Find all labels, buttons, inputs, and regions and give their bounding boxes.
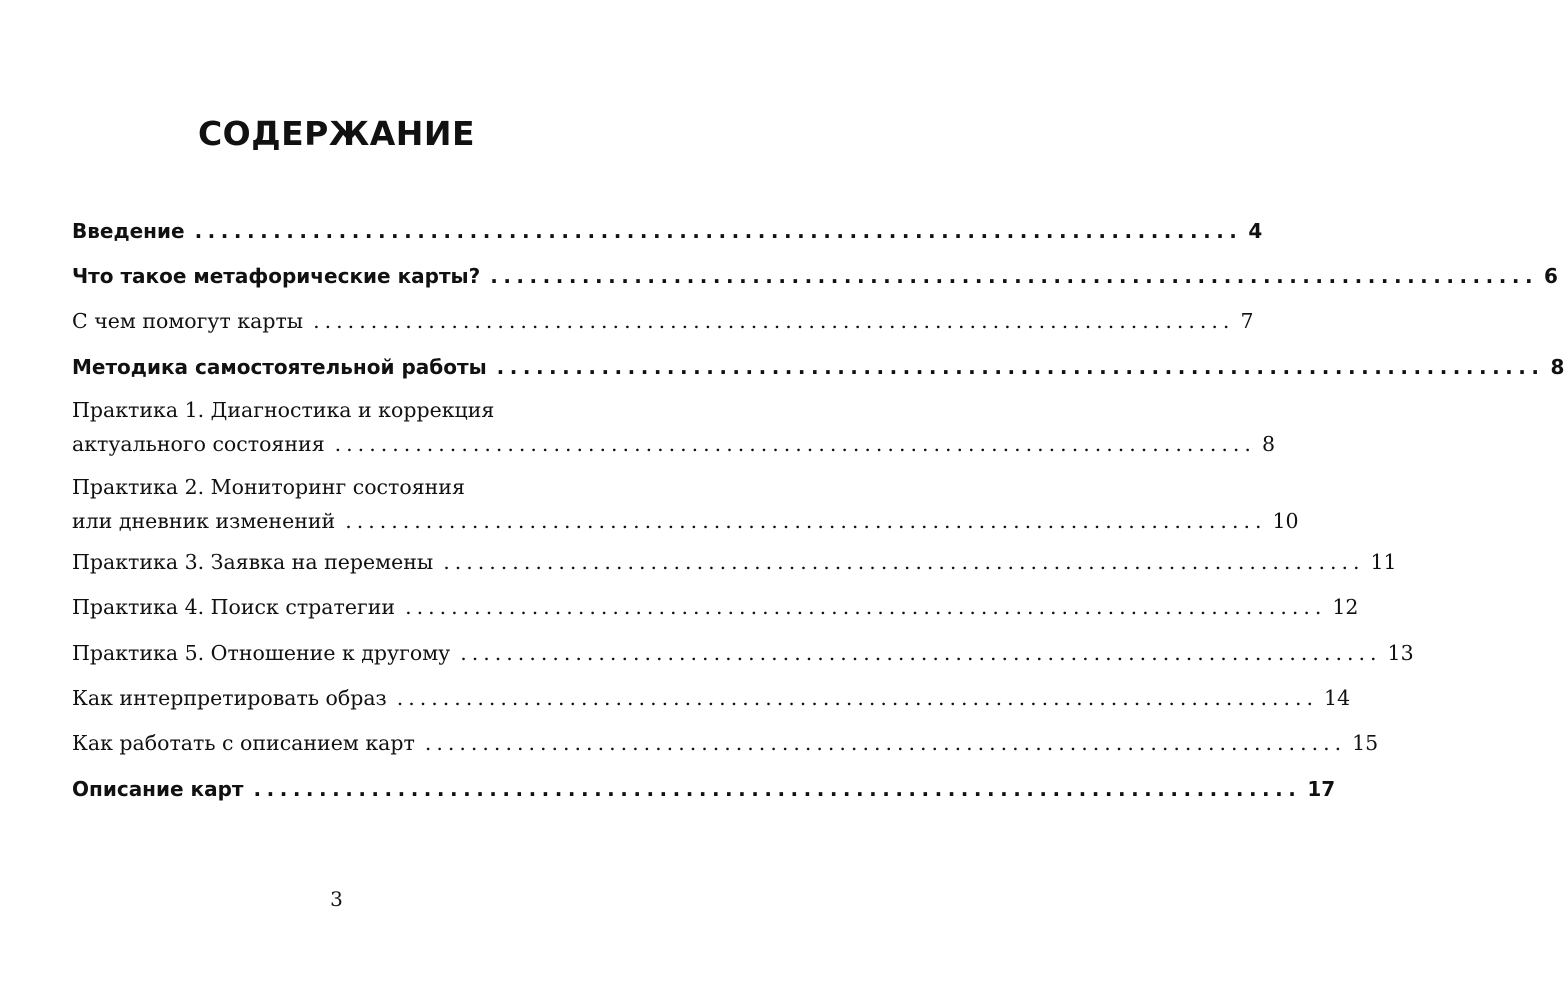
toc-entry-title: Введение [72,219,185,243]
toc-entry-title: Что такое метафорические карты? [72,264,481,288]
dot-leader: ................................................................................ [194,219,1243,243]
page-title: СОДЕРЖАНИЕ [197,114,476,153]
toc-entry [72,636,1414,670]
toc-entry-page: 13 [1387,641,1414,665]
toc-entry-page: 7 [1240,309,1254,333]
toc-entry-title: Описание карт [72,777,244,801]
toc-entry-title: Практика 3. Заявка на перемены [72,550,434,574]
toc-entry-page: 6 [1544,264,1558,288]
toc-entry-title: Практика 2. Мониторинг состояния [72,475,465,499]
toc-entry-title: Практика 1. Диагностика и коррекция [72,398,495,422]
toc-entry [72,470,1299,538]
toc-entry-title-continued: актуального состояния [72,432,325,456]
toc-entry [72,774,1336,804]
toc-entry [72,216,1263,246]
toc-entry [72,304,1254,338]
toc-entry [72,393,1275,461]
toc-entry-page: 8 [1261,432,1275,456]
toc-entry-title: Методика самостоятельной работы [72,355,487,379]
dot-leader: ................................................................................ [396,686,1319,710]
toc-entry-page: 17 [1307,777,1336,801]
toc-entry-page: 12 [1332,595,1359,619]
toc-entry-title: Как интерпретировать образ [72,686,387,710]
toc-entry-page: 4 [1248,219,1263,243]
toc-entry [72,261,1558,291]
dot-leader: ................................................................................ [443,550,1365,574]
toc-entry [72,590,1359,624]
dot-leader: ................................................................................ [334,432,1256,456]
dot-leader: ................................................................................ [460,641,1382,665]
toc-entry-title: Практика 4. Поиск стратегии [72,595,396,619]
dot-leader: ................................................................................ [345,509,1267,533]
toc-entry-page: 15 [1352,731,1379,755]
toc-entry-title-continued: или дневник изменений [72,509,336,533]
toc-entry-title: С чем помогут карты [72,309,304,333]
dot-leader: ................................................................................ [496,355,1545,379]
toc-entry-page: 11 [1370,550,1397,574]
dot-leader: ................................................................................ [490,264,1539,288]
toc-entry-title: Как работать с описанием карт [72,731,415,755]
toc-entry-page: 14 [1324,686,1351,710]
toc-entry [72,726,1379,760]
dot-leader: ................................................................................ [253,777,1302,801]
toc-entry-page: 10 [1272,509,1299,533]
toc-entry-page: 8 [1550,355,1564,379]
toc-entry-title: Практика 5. Отношение к другому [72,641,451,665]
toc-entry [72,545,1397,579]
page-number: 3 [330,887,343,911]
dot-leader: ................................................................................ [424,731,1347,755]
dot-leader: ................................................................................ [313,309,1235,333]
dot-leader: ................................................................................ [405,595,1327,619]
toc-entry [72,681,1351,715]
toc-entry [72,352,1564,382]
